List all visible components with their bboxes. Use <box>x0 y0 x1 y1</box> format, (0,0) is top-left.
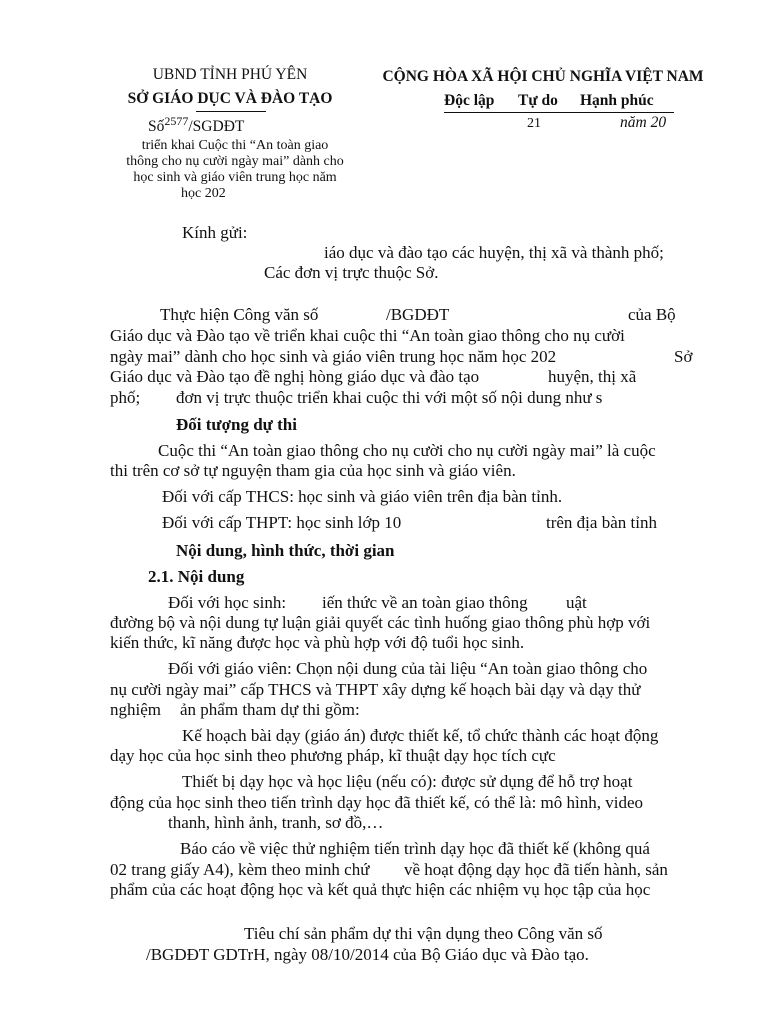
number-prefix: Số <box>148 118 165 135</box>
body-text: ản phẩm tham dự thi gồm: <box>180 700 360 719</box>
body-text: Sở <box>674 347 693 366</box>
motto-freedom: Tự do <box>518 92 558 109</box>
body-text: Đối với cấp THPT: học sinh lớp 10 <box>162 513 402 532</box>
body-text: Đối với cấp THCS: học sinh và giáo viên trên địa bàn tỉnh. <box>162 487 563 506</box>
body-text: Kế hoạch bài dạy (giáo án) được thiết kế, tổ chức thành các hoạt động <box>182 726 659 745</box>
body-text: /BGDĐT <box>386 305 450 324</box>
department-underline <box>196 111 266 112</box>
body-text: dạy học của học sinh theo phương pháp, kĩ thuật dạy học tích cực <box>110 746 556 765</box>
subsection-heading: 2.1. Nội dung <box>148 567 245 586</box>
body-text: kiến thức, kĩ năng được học và phù hợp với độ tuổi học sinh. <box>110 633 525 652</box>
body-text: Đối với giáo viên: Chọn nội dung của tài liệu “An toàn giao thông cho <box>168 659 648 678</box>
body-text: nghiệm <box>110 700 161 719</box>
subject-line-1: triển khai Cuộc thi “An toàn giao <box>141 138 329 153</box>
body-text: Giáo dục và Đào tạo về triển khai cuộc thi “An toàn giao thông cho nụ cười <box>110 326 625 345</box>
body-text: Thiết bị dạy học và học liệu (nếu có): được sử dụng để hỗ trợ hoạt <box>182 772 633 791</box>
province-name: UBND TỈNH PHÚ YÊN <box>152 66 308 83</box>
body-text: về hoạt động dạy học đã tiến hành, sản <box>404 860 668 879</box>
document-number <box>148 114 244 136</box>
subject-line-2: thông cho nụ cười ngày mai” dành cho <box>126 154 344 169</box>
body-text: Báo cáo về việc thử nghiệm tiến trình dạy học đã thiết kế (không quá <box>180 839 650 858</box>
body-text: thi trên cơ sở tự nguyện tham gia của học sinh và giáo viên. <box>110 461 516 480</box>
recipient-line-2: Các đơn vị trực thuộc Sở. <box>264 263 439 282</box>
body-text: Đối với học sinh: <box>168 593 287 612</box>
motto-happiness: Hạnh phúc <box>580 92 654 109</box>
body-text: thanh, hình ảnh, tranh, sơ đồ,… <box>168 813 384 832</box>
subject-line-3: học sinh và giáo viên trung học năm <box>133 170 337 185</box>
body-text: Giáo dục và Đào tạo đề nghị hòng giáo dục và đào tạo <box>110 367 480 386</box>
date-year: năm 20 <box>620 114 667 131</box>
subject-line-4: học 202 <box>181 186 226 201</box>
body-text: Cuộc thi “An toàn giao thông cho nụ cười cho nụ cười ngày mai” là cuộc <box>158 441 656 460</box>
motto-independence: Độc lập <box>444 92 495 109</box>
body-text: nụ cười ngày mai” cấp THCS và THPT xây dựng kế hoạch bài dạy và dạy thử <box>110 680 641 699</box>
body-text: Thực hiện Công văn số <box>160 305 319 324</box>
country-name: CỘNG HÒA XÃ HỘI CHỦ NGHĨA VIỆT NAM <box>382 68 704 85</box>
department-name: SỞ GIÁO DỤC VÀ ĐÀO TẠO <box>127 90 333 107</box>
body-text: phố; <box>110 388 141 407</box>
body-text: uật <box>566 593 587 612</box>
section-heading: Đối tượng dự thi <box>176 415 297 434</box>
motto-underline <box>444 112 674 113</box>
body-text: động của học sinh theo tiến trình dạy học đã thiết kế, có thể là: mô hình, video <box>110 793 644 812</box>
number-value: 2577 <box>164 114 189 128</box>
body-text: Tiêu chí sản phẩm dự thi vận dụng theo Công văn số <box>244 924 603 943</box>
body-text: đơn vị trực thuộc triển khai cuộc thi với một số nội dung như s <box>176 388 603 407</box>
body-text: trên địa bàn tỉnh <box>546 513 657 532</box>
date-day: 21 <box>527 116 541 131</box>
body-text: /BGDĐT GDTrH, ngày 08/10/2014 của Bộ Giáo dục và Đào tạo. <box>146 945 589 964</box>
body-text: huyện, thị xã <box>548 367 637 386</box>
number-suffix: /SGDĐT <box>188 118 245 135</box>
body-text: phẩm của các hoạt động học và kết quả thực hiện các nhiệm vụ học tập của học <box>110 880 651 899</box>
section-heading: Nội dung, hình thức, thời gian <box>176 541 395 560</box>
body-text: của Bộ <box>628 305 676 324</box>
body-text: iến thức về an toàn giao thông <box>322 593 528 612</box>
body-text: 02 trang giấy A4), kèm theo minh chứ <box>110 860 370 879</box>
body-text: đường bộ và nội dung tự luận giải quyết các tình huống giao thông phù hợp với <box>110 613 651 632</box>
recipient-line-1: iáo dục và đào tạo các huyện, thị xã và thành phố; <box>324 243 664 262</box>
recipient-label: Kính gửi: <box>182 223 248 242</box>
body-text: ngày mai” dành cho học sinh và giáo viên trung học năm học 202 <box>110 347 557 366</box>
